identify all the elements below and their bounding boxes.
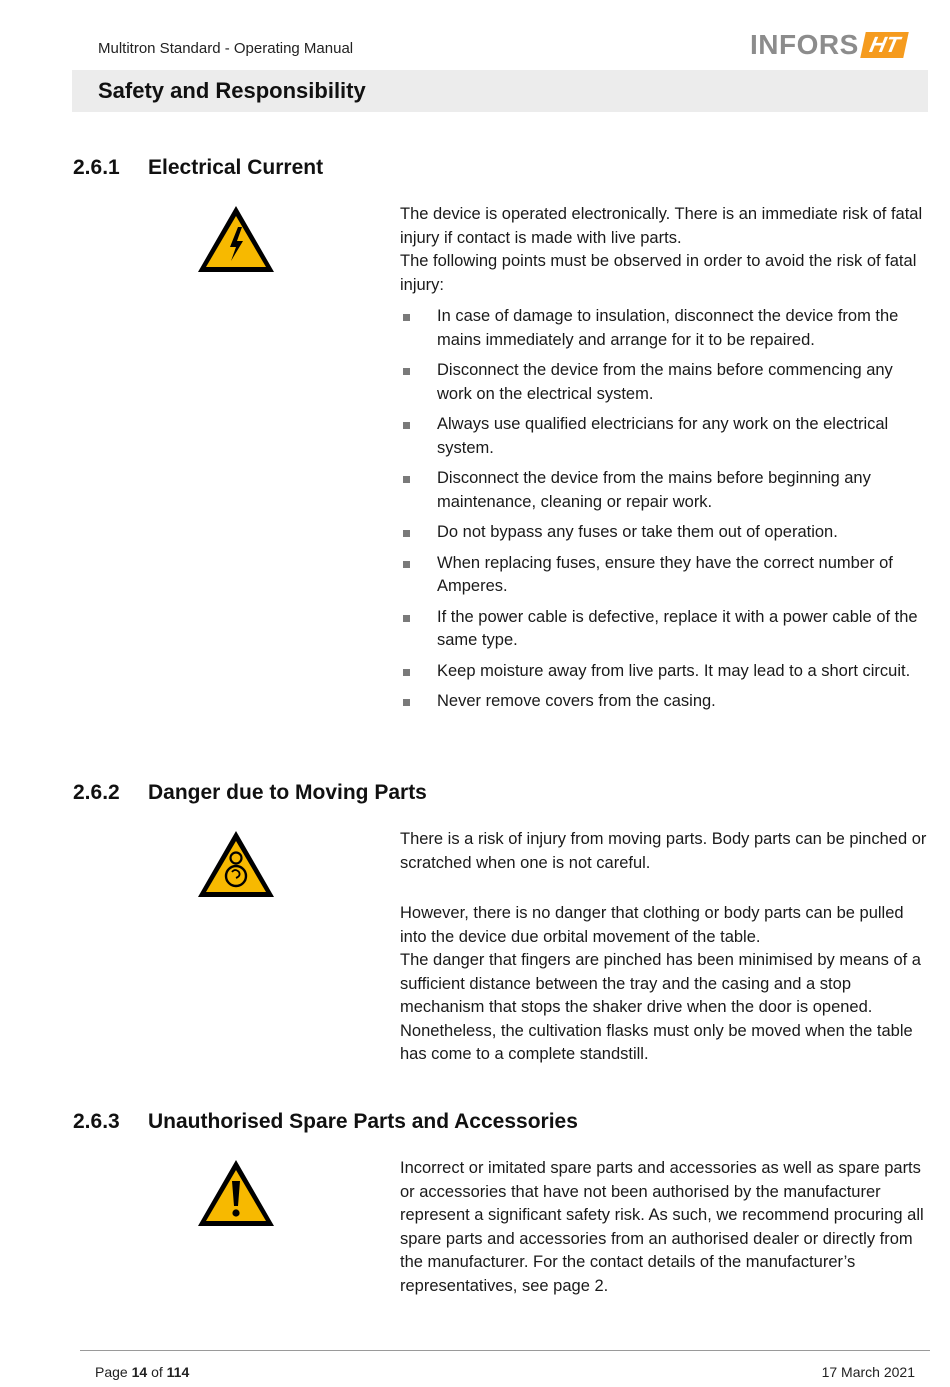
- general-warning-icon: [195, 1157, 277, 1229]
- section-body-moving-parts: [400, 828, 928, 1067]
- total-pages: 114: [166, 1364, 190, 1380]
- list-item-text: Always use qualified electricians for any work on the electrical system.: [437, 415, 889, 457]
- paragraph: There is a risk of injury from moving parts. Body parts can be pinched or scratched when one is not careful.: [400, 830, 927, 872]
- bullet-square-icon: [403, 669, 410, 676]
- list-item-text: Disconnect the device from the mains before commencing any work on the electrical system.: [437, 361, 893, 403]
- list-item-text: If the power cable is defective, replace it with a power cable of the same type.: [437, 607, 918, 649]
- list-item-text: Keep moisture away from live parts. It may lead to a short circuit.: [437, 661, 911, 680]
- bullet-square-icon: [403, 561, 410, 568]
- list-item: [400, 467, 928, 514]
- list-item: [400, 606, 928, 653]
- section-title: Unauthorised Spare Parts and Accessories: [148, 1110, 578, 1133]
- page-prefix: Page: [95, 1364, 128, 1380]
- section-heading-electrical-current: [73, 156, 323, 180]
- list-item-text: In case of damage to insulation, disconnect the device from the mains immediately and arrange for it to be repaired.: [437, 307, 899, 349]
- current-page: 14: [131, 1364, 148, 1380]
- paragraph: However, there is no danger that clothing or body parts can be pulled into the device due orbital movement of the table.: [400, 904, 904, 946]
- footer-divider: [80, 1350, 930, 1351]
- paragraph: The following points must be observed in order to avoid the risk of fatal injury:: [400, 252, 917, 294]
- list-item-text: Never remove covers from the casing.: [437, 692, 716, 710]
- bullet-square-icon: [403, 615, 410, 622]
- paragraph: The danger that fingers are pinched has been minimised by means of a sufficient distance between the tray and the casing and a stop mechanism that stops the shaker drive when the door is opened.: [400, 951, 921, 1016]
- chapter-header-bar: [72, 70, 928, 112]
- bullet-list: [400, 305, 928, 714]
- section-heading-spare-parts: [73, 1110, 578, 1134]
- logo-text: INFORS: [750, 29, 859, 60]
- bullet-square-icon: [403, 530, 410, 537]
- bullet-square-icon: [403, 476, 410, 483]
- list-item: [400, 305, 928, 352]
- bullet-square-icon: [403, 422, 410, 429]
- section-title: Electrical Current: [148, 156, 324, 179]
- infors-ht-logo: [750, 28, 906, 62]
- bullet-square-icon: [403, 314, 410, 321]
- document-date: 17 March 2021: [821, 1364, 915, 1380]
- paragraph: The device is operated electronically. There is an immediate risk of fatal injury if contact is made with live parts.: [400, 205, 923, 247]
- section-heading-moving-parts: [73, 781, 427, 805]
- electrical-hazard-warning-icon: [195, 203, 277, 275]
- bullet-square-icon: [403, 368, 410, 375]
- section-number: 2.6.2: [73, 781, 120, 804]
- list-item-text: Do not bypass any fuses or take them out of operation.: [437, 523, 838, 541]
- list-item: [400, 660, 928, 684]
- section-number: 2.6.3: [73, 1110, 120, 1133]
- paragraph: Nonetheless, the cultivation flasks must only be moved when the table has come to a complete standstill.: [400, 1021, 913, 1063]
- list-item: [400, 359, 928, 406]
- logo-badge: HT: [860, 32, 909, 58]
- paragraph: Incorrect or imitated spare parts and accessories as well as spare parts or accessories that have not been authorised by the manufacturer represent a significant safety risk. As such, we recommend procuring all spare parts and accessories from an authorised dealer or directly from the manufacturer. For the contact details of the manufacturer’s representatives, see page 2.: [400, 1159, 924, 1295]
- list-item-text: Disconnect the device from the mains before beginning any maintenance, cleaning or repair work.: [437, 469, 871, 511]
- paragraph-spacer: [400, 875, 928, 902]
- section-body-spare-parts: [400, 1157, 928, 1298]
- page-number: [95, 1364, 189, 1380]
- section-body-electrical-current: [400, 203, 928, 721]
- page-of: of: [151, 1364, 163, 1380]
- list-item: [400, 413, 928, 460]
- list-item-text: When replacing fuses, ensure they have the correct number of Amperes.: [437, 553, 893, 595]
- chapter-title: Safety and Responsibility: [98, 78, 366, 103]
- section-number: 2.6.1: [73, 156, 120, 179]
- list-item: [400, 552, 928, 599]
- document-title: Multitron Standard - Operating Manual: [98, 40, 354, 57]
- bullet-square-icon: [403, 699, 410, 706]
- moving-parts-warning-icon: [195, 828, 277, 900]
- section-title: Danger due to Moving Parts: [148, 781, 427, 804]
- list-item: [400, 521, 928, 545]
- list-item: [400, 690, 928, 714]
